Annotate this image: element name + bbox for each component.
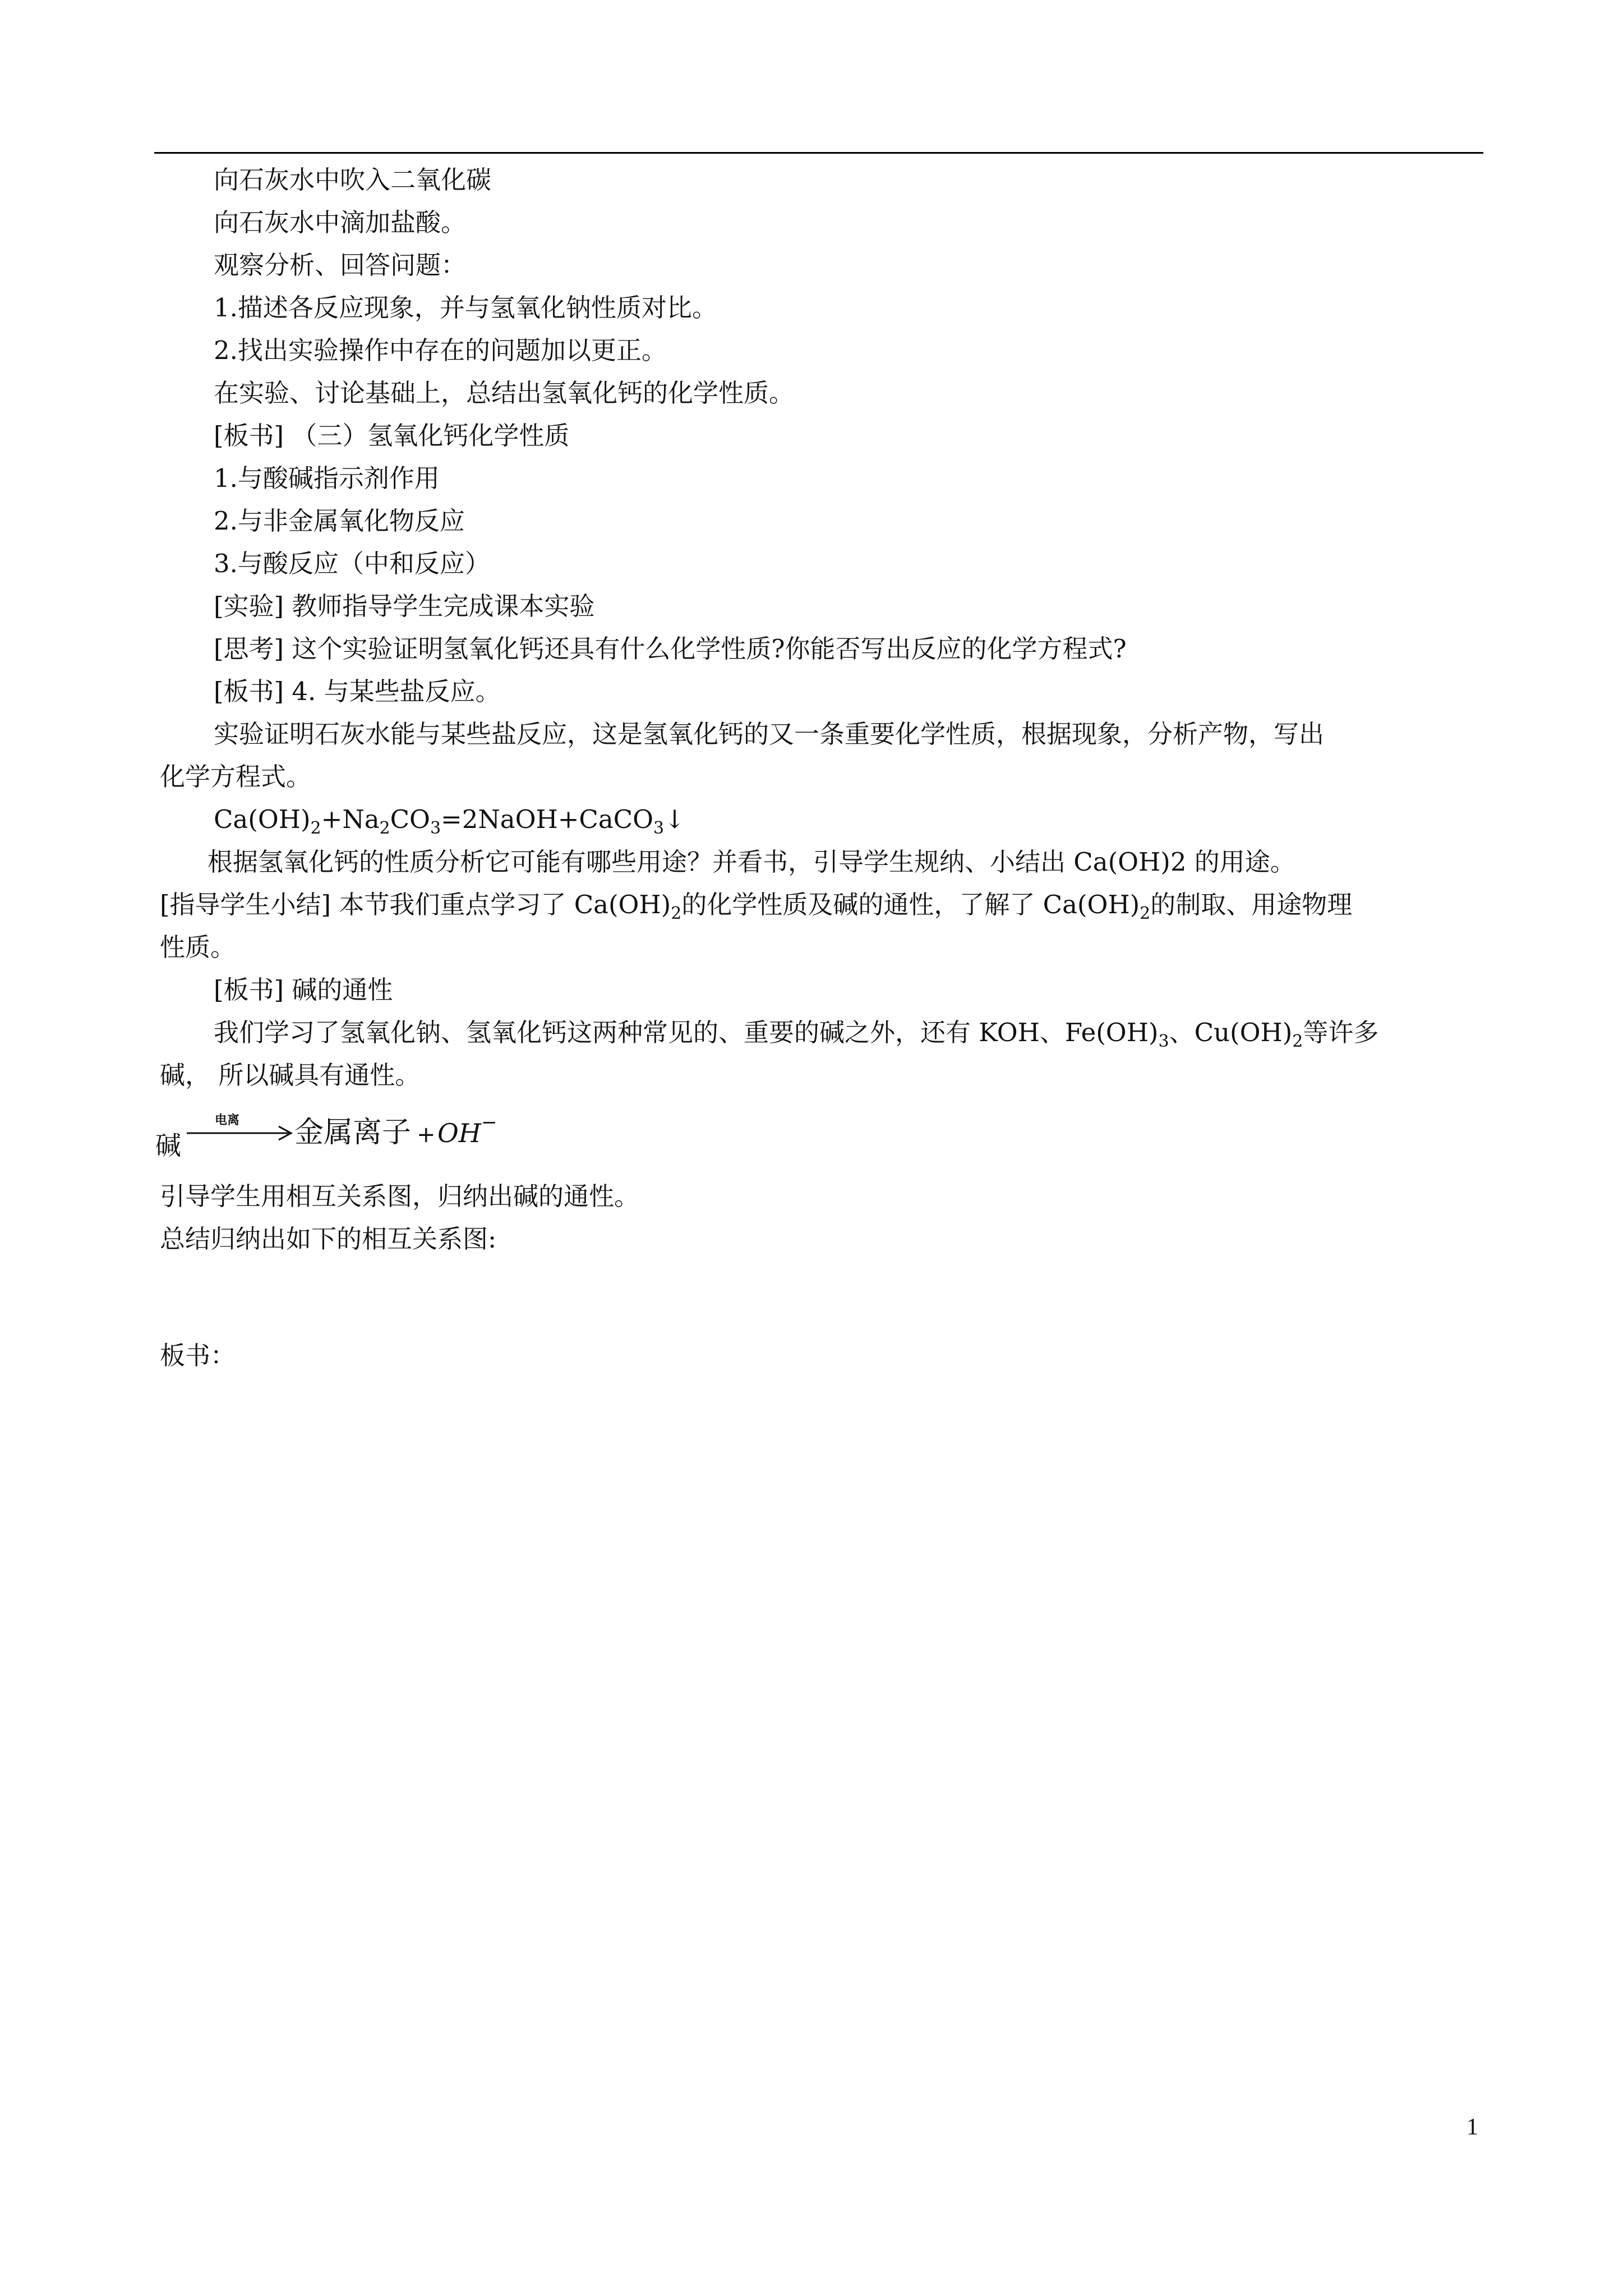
ionization-equation — [154, 1111, 715, 1167]
text-line: 1.与酸碱指示剂作用 — [214, 463, 440, 493]
text-line: [板书] 4. 与某些盐反应。 — [214, 677, 501, 706]
text-line: 板书： — [160, 1341, 236, 1370]
text-line: [板书] （三）氢氧化钙化学性质 — [214, 421, 570, 450]
header-rule — [154, 152, 1483, 154]
text-line: 根据氢氧化钙的性质分析它可能有哪些用途？并看书，引导学生规纳、小结出 Ca(OH)2 的用途。 — [208, 847, 1295, 877]
plus-sign: + — [417, 1122, 436, 1148]
page-number: 1 — [1467, 2114, 1478, 2140]
hydroxide-label: OH — [437, 1118, 481, 1148]
text-line: 向石灰水中滴加盐酸。 — [214, 208, 467, 237]
text-line: 实验证明石灰水能与某些盐反应，这是氢氧化钙的又一条重要化学性质，根据现象，分析产物，写出 — [214, 719, 1325, 749]
text-line: [指导学生小结] 本节我们重点学习了 $Ca(OH)_2$的化学性质及碱的通性，了解了 $Ca(OH)_2$的制取、用途物理 — [160, 890, 1353, 923]
text-line: 2.与非金属氧化物反应 — [214, 506, 465, 536]
charge-label: − — [481, 1111, 497, 1134]
text-line: 碱， 所以碱具有通性。 — [160, 1060, 421, 1090]
text-line: 观察分析、回答问题： — [214, 250, 467, 280]
base-label: 碱 — [155, 1130, 181, 1161]
text-line: 3.与酸反应（中和反应） — [214, 549, 490, 578]
text-line: [思考] 这个实验证明氢氧化钙还具有什么化学性质?你能否写出反应的化学方程式? — [214, 634, 1127, 664]
text-line: 我们学习了氢氧化钠、氢氧化钙这两种常见的、重要的碱之外，还有 KOH、$Fe(OH)_3$、$Cu(OH)_2$等许多 — [214, 1018, 1379, 1051]
text-line: 向石灰水中吹入二氧化碳 — [214, 165, 492, 195]
precipitate-arrow: ↓ — [664, 804, 685, 834]
text-line: 1.描述各反应现象，并与氢氧化钠性质对比。 — [214, 293, 717, 323]
text-line: [实验] 教师指导学生完成课本实验 — [214, 591, 595, 621]
metal-ion-label: 金属离子 — [294, 1116, 412, 1149]
text-line: 引导学生用相互关系图，归纳出碱的通性。 — [160, 1181, 640, 1211]
text-line: 2.找出实验操作中存在的问题加以更正。 — [214, 335, 667, 365]
text-line: 化学方程式。 — [160, 762, 312, 792]
arrow-label: 电离 — [215, 1114, 240, 1128]
chemical-equation: $Ca(OH)_2+Na_2CO_3=2NaOH+CaCO_3↓$ — [214, 804, 685, 838]
text-line: [板书] 碱的通性 — [214, 975, 393, 1005]
text-line: 性质。 — [160, 932, 236, 962]
text-line: 在实验、讨论基础上，总结出氢氧化钙的化学性质。 — [214, 378, 795, 408]
ionization-diagram — [154, 1111, 715, 1167]
text-line: 总结归纳出如下的相互关系图: — [160, 1224, 497, 1254]
